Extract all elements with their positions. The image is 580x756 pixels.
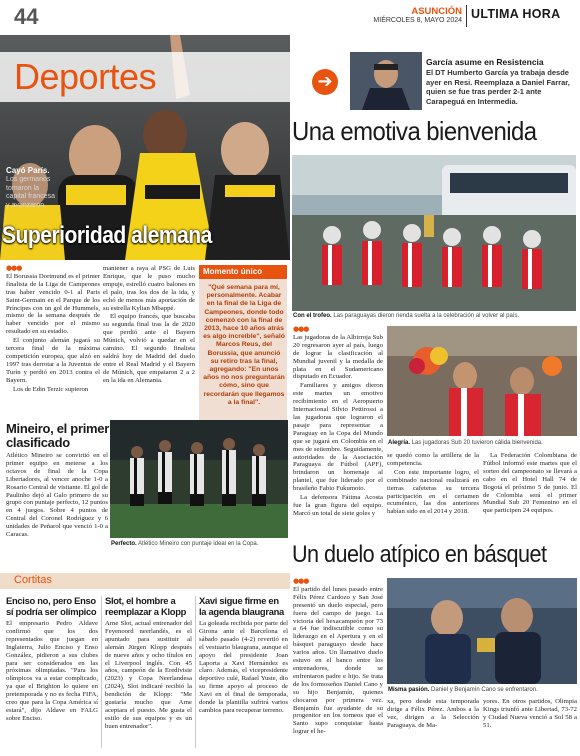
team-trophy-illustration	[292, 155, 576, 311]
publication-info	[360, 6, 462, 24]
section-banner-label: Deportes	[14, 56, 157, 97]
paragraph: mantener a raya al PSG de Luis Enrique, que le puso mucho empuje, estrelló cuatro balones en el palo, tras los dos de la ida, y echó de menos más aportación de su estrella Kylian Mbappé.	[103, 265, 195, 312]
paragraph: Arne Slot, actual entrenador del Feyenoord neerlandés, es el apuntado para sustituir al alemán Jürgen Klopp después de nueve años y ocho títulos en el Liverpool inglés. Con 45 años, campeón de la Eredivisie (2023) y Copa Neerlandesa (2024), Slot indicaré recibió la bendición de Klopp: "Me gustaría mucho que Arne aceptara el puesto. Me gusta el estilo de sus equipos y es un buen entrenador".	[105, 620, 192, 730]
header-divider	[466, 5, 467, 27]
short-item-title: Enciso no, pero Enso sí podría ser olímpico	[6, 595, 97, 617]
caption-text: Atlético Mineiro con puntaje ideal en la Copa.	[138, 541, 259, 547]
brief-title: García asume en Resistencia	[426, 57, 544, 67]
superioridad-column-2	[103, 265, 195, 405]
page-number: 44	[14, 4, 39, 29]
short-item-title: Xavi sigue firme en la agenda blaugrana	[199, 595, 284, 617]
brief-text: El DT Humberto García ya trabaja desde ayer en Resi. Reemplaza a Daniel Farrar, quien se fue tras perder 2-1 ante Carapeguá en Intermedia.	[426, 68, 570, 106]
coaches-illustration	[387, 578, 577, 684]
date-label: MIÉRCOLES 8, MAYO 2024	[373, 17, 462, 24]
section-title: ULTIMA HORA	[471, 7, 561, 21]
paragraph: Con este importante logro, el combinado nacional realizará en tierras cafeteras su tercera participación en el certamen ecuménico, las dos anteriores habían sido en el 2014 y 2018.	[387, 468, 479, 516]
paragraph: yores. En otros partidos, Olimpia Kings triunfó ante Libertad, 73-72 y Ciudad Nueva venció a Sol 58 a 51.	[483, 698, 577, 729]
short-item-text	[199, 620, 288, 750]
coach-illustration	[350, 52, 422, 110]
mineiro-text	[6, 452, 108, 570]
quote-title: Momento único	[199, 265, 287, 279]
photo-caption-text: Los germanos tomaron la capital francesa y avanzaron.	[6, 176, 56, 209]
paragraph: xa, pero desde esta temporada dirige a Félix Pérez. Ambos a la vez, dirigen a la Selección Paraguaya. de Ma-	[387, 698, 479, 729]
paragraph: El conjunto alemán jugará su tercera final de la máxima competición europea, que alzó en 1997 tras derrotar a la Juventus de Turín y perdió en 2013 contra el Bayern.	[6, 337, 100, 384]
short-item-text	[6, 620, 98, 750]
paragraph: La defensora Fátima Acosta fue la gran figura del equipo. Marcó un total de siete goles y	[293, 494, 383, 517]
photo-caption	[111, 541, 289, 547]
photo-caption	[388, 687, 578, 693]
players-celebration-illustration	[387, 326, 577, 436]
headline-superioridad: Superioridad alemana	[2, 222, 212, 249]
caption-bold: Misma pasión.	[388, 687, 430, 693]
superioridad-column-1	[6, 265, 100, 405]
photo-caption	[293, 313, 577, 319]
paragraph: El Borussia Dortmund es el primer finalista de la Liga de Campeones tras haber vencido 0-1 al Paris Saint-Germain en el Parque de los Príncipes con un gol de Hummels, mismo de la semana después de haber vencido por el mismo resultado en su estadio.	[6, 272, 100, 336]
mineiro-match-illustration	[110, 420, 288, 538]
article-dots-icon: ●●●	[293, 326, 309, 333]
paragraph: se quedó como la artillera de la competencia.	[387, 452, 479, 467]
mineiro-match-photo	[110, 420, 288, 538]
headline-mineiro: Mineiro, el primer clasificado	[6, 421, 109, 450]
duelo-column-2	[387, 698, 479, 752]
paragraph: Atlético Mineiro se convirtió en el primer equipo en meterse a los octavos de final de la Copa Libertadores, al vencer anoche 1-0 a Rosario Central de visitante. El gol de Paulinho dejó al Galo primero de su grupo con puntaje perfecto, 12 puntos en 4 juegos. Sobre 4 puntos de Central del Coronel Rodríguez y 6 unidades de Peñarol que venció 1-0 a Caracas.	[6, 452, 108, 539]
caption-bold: Perfecto.	[111, 541, 137, 547]
paragraph: Las jugadoras de la Albirroja Sub 20 regresaron ayer al país, luego de lograr la clasificación al Mundial juvenil y la medalla de plata en el Sudamericano disputado en Ecuador.	[293, 333, 383, 381]
paragraph: El empresario Pedro Aldave confirmó que los dos representados que juegan en Inglaterra, Julio Enciso y Enso González, pidieron a sus clubes para ser considerados en las próximas olimpiadas. "Para los olímpicos va a estar complicado, ya que el Brighton lo quiere en pretemporada y no es fecha FIFA, creo que para la Copa América sí estará", dijo Aldave en FALG sobre Enciso.	[6, 620, 98, 722]
headline-duelo: Un duelo atípico en básquet	[292, 541, 547, 568]
caption-bold: Con el trofeo.	[293, 313, 332, 319]
column-divider	[195, 596, 196, 748]
duelo-column-1	[293, 578, 383, 750]
photo-caption-title: Cayó París.	[6, 166, 50, 175]
emotiva-column-2	[387, 452, 479, 532]
short-item-title: Slot, el hombre a reemplazar a Klopp	[105, 595, 187, 617]
paragraph: Los de Edin Terzic supieron	[13, 385, 89, 393]
arrow-right-icon[interactable]: ➔	[312, 69, 338, 95]
caption-bold: Alegría.	[388, 440, 411, 446]
caption-text: Daniel y Benjamín Cano se enfrentaron.	[431, 687, 538, 693]
photo-caption	[388, 440, 578, 446]
caption-text: Las jugadoras Sub 20 tuvieron cálida bienvenida.	[411, 440, 543, 446]
city-label: ASUNCIÓN	[411, 6, 462, 17]
coach-photo	[350, 52, 422, 110]
short-item	[199, 596, 288, 750]
quote-text: "Qué semana para mí, personalmente. Acabar en la final de la Liga de Campeones, donde todo comenzó con la final de 2013, hace 10 años atrás es algo increíble", señaló Marcos Reus, del Borussia, que anunció su retiro tras la final, agregando: "En unos años no nos preguntarán cómo, sino que recordarán que llegamos a la final".	[203, 284, 285, 406]
short-item	[6, 596, 98, 750]
article-dots-icon: ●●●	[6, 265, 22, 272]
duelo-column-3	[483, 698, 577, 752]
paragraph: La goleada recibida por parte del Girona ante el Barcelona el sábado pasado (4-2) revertió en el vestuario blaugrana, aunque el apoyo del presidente Joan Laporta a Xavi Hernández es claro. Además, el vicepresidente deportivo culé, Rafael Yuste, dio su firme apoyo al proceso de Xavi en el final de temporada, donde la plantilla sufrirá varios cambios para recuperar terreno.	[199, 620, 288, 714]
column-divider	[101, 596, 102, 748]
headline-emotiva: Una emotiva bienvenida	[292, 116, 537, 146]
short-item	[105, 596, 192, 750]
coaches-photo	[387, 578, 577, 684]
caption-text: Las paraguayas dieron rienda suelta a la celebración al volver al país.	[333, 313, 520, 319]
cortitas-label: Cortitas	[14, 574, 52, 586]
short-item-text	[105, 620, 192, 750]
team-trophy-photo	[292, 155, 576, 311]
emotiva-column-3	[483, 452, 577, 532]
paragraph: El partido del lunes pasado entre Félix Pérez Cardozo y San José presentó un duelo especial, pero fuera del campo de juego. La victoria del hexacampeón por 73 a 64 fue indiscutible como su liderazgo en el Apertura y en el básquet paraguayo desde hace varios años. Un llamativo duelo estuvo en el banco entre los entrenadores, donde se enfrentaron padre e hijo. Se trata de los formoseños Daniel Cano y su hijo Benjamín, quienes chocaron por primera vez. Benjamín fue ayudante de su progenitor en los torneos que el Santo supo conquistar hasta lograr el he-	[293, 585, 383, 736]
players-celebration-photo	[387, 326, 577, 436]
paragraph: El equipo francés, que buscaba su segunda final tras la de 2020 que perdió ante el Bayern Múnich, volvió a quedar en el camino. El segundo finalista saldrá hoy de Madrid del duelo entre el Real Madrid y el Bayern de Múnich, que empataron 2 a 2 en la ida en Alemania.	[103, 313, 195, 384]
emotiva-column-1	[293, 326, 383, 528]
article-dots-icon: ●●●	[293, 578, 309, 585]
paragraph: La Federación Colombiana de Fútbol informó este martes que el sorteo del campeonato se llevará a cabo en el Hotel Hall 74 de Bogotá el próximo 5 de junio. El de Colombia será el primer Mundial Sub 20 Femenino en el que participen 24 equipos.	[483, 452, 577, 515]
paragraph: Familiares y amigos dieron este martes un emotivo recibimiento en el Aeropuerto Internacional Silvio Pettirossi a las jugadoras que lograron el pasaje para representar a Paraguay en la Copa del Mundo que se jugará en Colombia en el mes de setiembre. Seguidamente, autoridades de la Asociación Paraguaya de Fútbol (APF), brindaron un homenaje al plantel, que fue liderado por el brasileño Fabio Fukumoto.	[293, 382, 383, 493]
